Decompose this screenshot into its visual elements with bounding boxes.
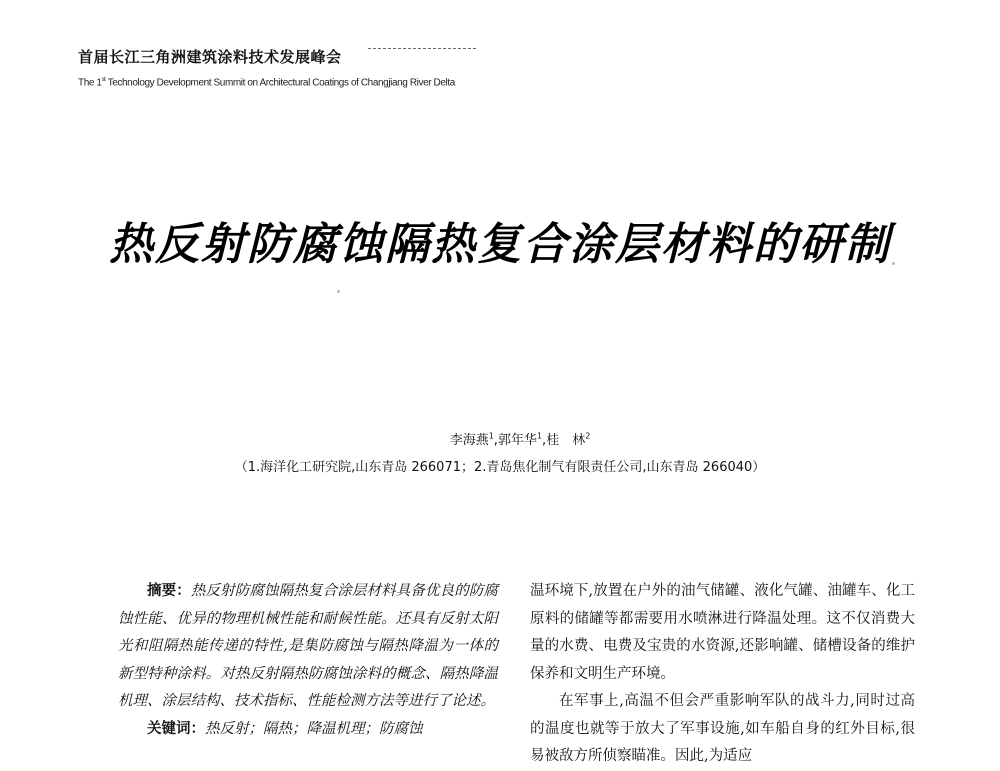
body-paragraph-2: 在军事上,高温不但会严重影响军队的战斗力,同时过高的温度也就等于放大了军事设施,如车船自身的红外目标,很易被敌方所侦察瞄准。因此,为适应 — [530, 693, 915, 764]
conference-header-zh: 首届长江三角洲建筑涂料技术发展峰会 — [78, 48, 342, 66]
header-rule — [368, 48, 476, 49]
body-column — [530, 578, 915, 771]
author-affil-mark: 1 — [488, 431, 494, 441]
author-name: 李海燕 — [449, 433, 489, 448]
affiliation: （1.海洋化工研究院,山东青岛 266071；2.青岛焦化制气有限责任公司,山东青岛 266040） — [234, 460, 766, 475]
scan-speck — [892, 262, 895, 265]
header-en-sup: st — [101, 77, 106, 83]
author-affil-mark: 1 — [536, 431, 543, 441]
author-separator: , — [493, 433, 498, 448]
header-en-rest: Technology Development Summit on Architectural Coatings of Changjiang River Delta — [105, 77, 455, 89]
abstract-text: 热反射防腐蚀隔热复合涂层材料具备优良的防腐蚀性能、优异的物理机械性能和耐候性能。还具有反射太阳光和阻隔热能传递的特性,是集防腐蚀与隔热降温为一体的新型特种涂料。对热反射隔热防腐蚀涂料的概念、隔热降温机理、涂层结构、技术指标、性能检测方法等进行了论述。 — [118, 583, 499, 709]
header-en-prefix: The 1 — [78, 77, 102, 89]
keywords-text: 热反射；隔热；降温机理；防腐蚀 — [205, 720, 423, 737]
abstract-column — [118, 578, 498, 743]
conference-header-en — [78, 77, 455, 88]
abstract-label: 摘要： — [147, 583, 191, 599]
keywords-paragraph — [118, 716, 498, 744]
author-line — [0, 429, 1000, 448]
abstract-paragraph — [118, 578, 498, 716]
author-name: 郭年华 — [497, 433, 537, 448]
author-name: 桂 林 — [546, 433, 586, 448]
paper-title: 热反射防腐蚀隔热复合涂层材料的研制 — [109, 219, 891, 270]
scan-speck — [337, 290, 340, 293]
author-affil-mark: 2 — [585, 431, 591, 441]
author-separator: , — [542, 433, 547, 448]
keywords-label: 关键词： — [147, 720, 205, 737]
body-paragraph-1: 温环境下,放置在户外的油气储罐、液化气罐、油罐车、化工原料的储罐等都需要用水喷淋进行降温处理。这不仅消费大量的水费、电费及宝贵的水资源,还影响罐、储槽设备的维护保养和文明生产环境。 — [530, 583, 915, 682]
